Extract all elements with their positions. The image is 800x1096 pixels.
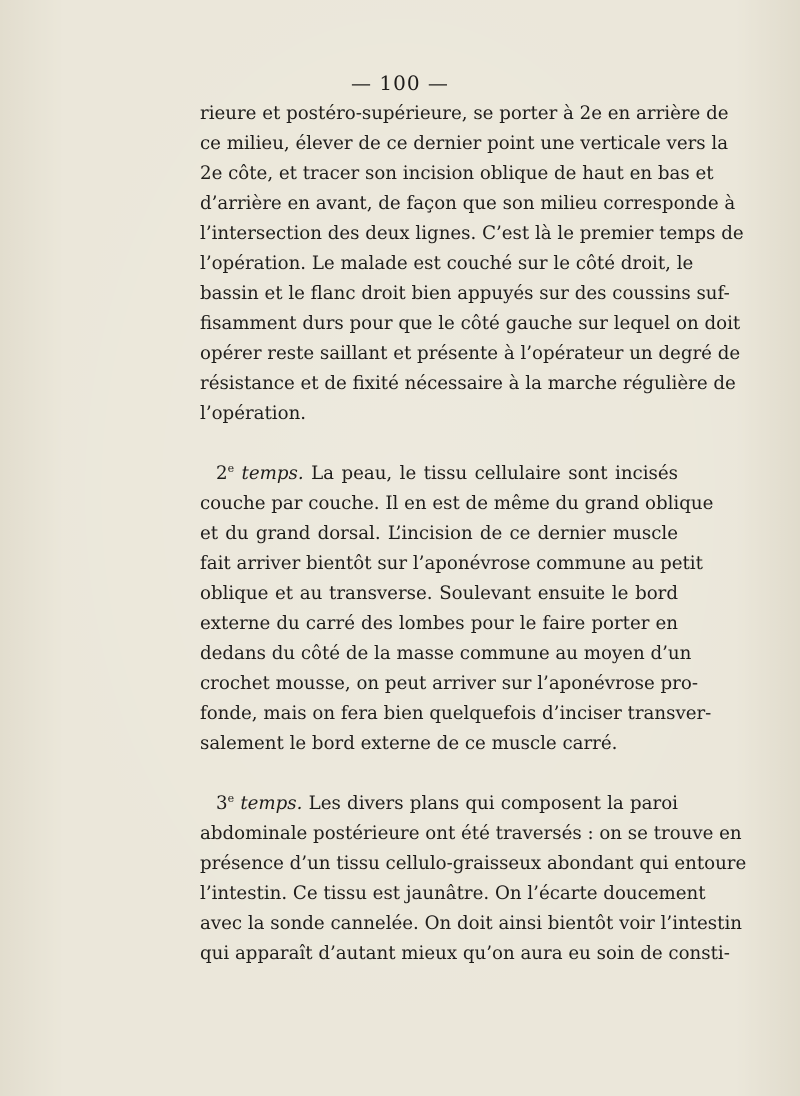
line-text: dedans du côté de la masse commune au moyen d’un: [200, 643, 692, 664]
line-text: d’arrière en avant, de façon que son milieu corresponde à: [200, 193, 736, 214]
line-text: La peau, le tissu cellulaire sont incisés: [311, 463, 678, 484]
section-label: temps.: [241, 463, 304, 484]
text-line: [200, 609, 678, 639]
line-text: salement le bord externe de ce muscle carré.: [200, 733, 618, 754]
line-text: fait arriver bientôt sur l’aponévrose commune au petit: [200, 553, 703, 574]
text-line: [200, 669, 698, 699]
text-line: [200, 519, 678, 549]
text-line: [200, 249, 694, 279]
line-text: l’opération. Le malade est couché sur le côté droit, le: [200, 253, 694, 274]
text-line: [200, 309, 741, 339]
text-line: [200, 279, 730, 309]
section-number: 3: [216, 793, 228, 814]
text-line: [200, 369, 736, 399]
line-text: qui apparaît d’autant mieux qu’on aura eu soin de consti-: [200, 943, 730, 964]
line-text: crochet mousse, on peut arriver sur l’aponévrose pro-: [200, 673, 698, 694]
text-line: [200, 819, 742, 849]
line-text: fisamment durs pour que le côté gauche sur lequel on doit: [200, 313, 741, 334]
text-line: [200, 189, 736, 219]
paragraph-1: [200, 99, 744, 429]
line-text: avec la sonde cannelée. On doit ainsi bientôt voir l’intestin: [200, 913, 742, 934]
section-number: 2: [216, 463, 228, 484]
text-line: [200, 219, 744, 249]
text-line: [200, 159, 714, 189]
paragraph-3: [200, 789, 747, 969]
text-line: [200, 489, 714, 519]
text-line: [200, 939, 730, 969]
paragraph-2: [200, 459, 714, 759]
section-heading: [200, 463, 304, 484]
line-text: l’intestin. Ce tissu est jaunâtre. On l’écarte doucement: [200, 883, 706, 904]
line-text: fonde, mais on fera bien quelquefois d’inciser transver-: [200, 703, 712, 724]
line-text: ce milieu, élever de ce dernier point une verticale vers la: [200, 133, 729, 154]
line-text: couche par couche. Il en est de même du grand oblique: [200, 493, 714, 514]
text-line: [200, 339, 741, 369]
line-text: bassin et le flanc droit bien appuyés sur des coussins suf-: [200, 283, 730, 304]
text-line: [200, 549, 703, 579]
line-text: rieure et postéro-supérieure, se porter à 2e en arrière de: [200, 103, 729, 124]
line-text: opérer reste saillant et présente à l’opérateur un degré de: [200, 343, 741, 364]
line-text: résistance et de fixité nécessaire à la marche régulière de: [200, 373, 736, 394]
text-line: [200, 729, 678, 759]
text-line: [200, 699, 712, 729]
text-line: [200, 459, 678, 489]
text-line: [200, 879, 706, 909]
text-line: [200, 909, 742, 939]
line-text: oblique et au transverse. Soulevant ensuite le bord: [200, 583, 678, 604]
text-line: [200, 579, 678, 609]
text-line: [200, 99, 729, 129]
section-number-superscript: e: [227, 792, 235, 805]
line-text: l’intersection des deux lignes. C’est là le premier temps de: [200, 223, 744, 244]
section-number-superscript: e: [227, 462, 235, 475]
text-line: [200, 399, 678, 429]
line-text: et du grand dorsal. L’incision de ce dernier muscle: [200, 523, 678, 544]
line-text: présence d’un tissu cellulo-graisseux abondant qui entoure: [200, 853, 747, 874]
line-text: Les divers plans qui composent la paroi: [308, 793, 678, 814]
text-line: [200, 849, 747, 879]
page-number: — 100 —: [351, 71, 449, 95]
text-line: [200, 789, 678, 819]
section-label: temps.: [240, 793, 303, 814]
line-text: externe du carré des lombes pour le faire porter en: [200, 613, 678, 634]
text-line: [200, 639, 692, 669]
body-text: [200, 99, 747, 969]
line-text: abdominale postérieure ont été traversés : on se trouve en: [200, 823, 742, 844]
line-text: 2e côte, et tracer son incision oblique de haut en bas et: [200, 163, 714, 184]
line-text: l’opération.: [200, 403, 307, 424]
section-heading: [200, 793, 302, 814]
text-line: [200, 129, 729, 159]
